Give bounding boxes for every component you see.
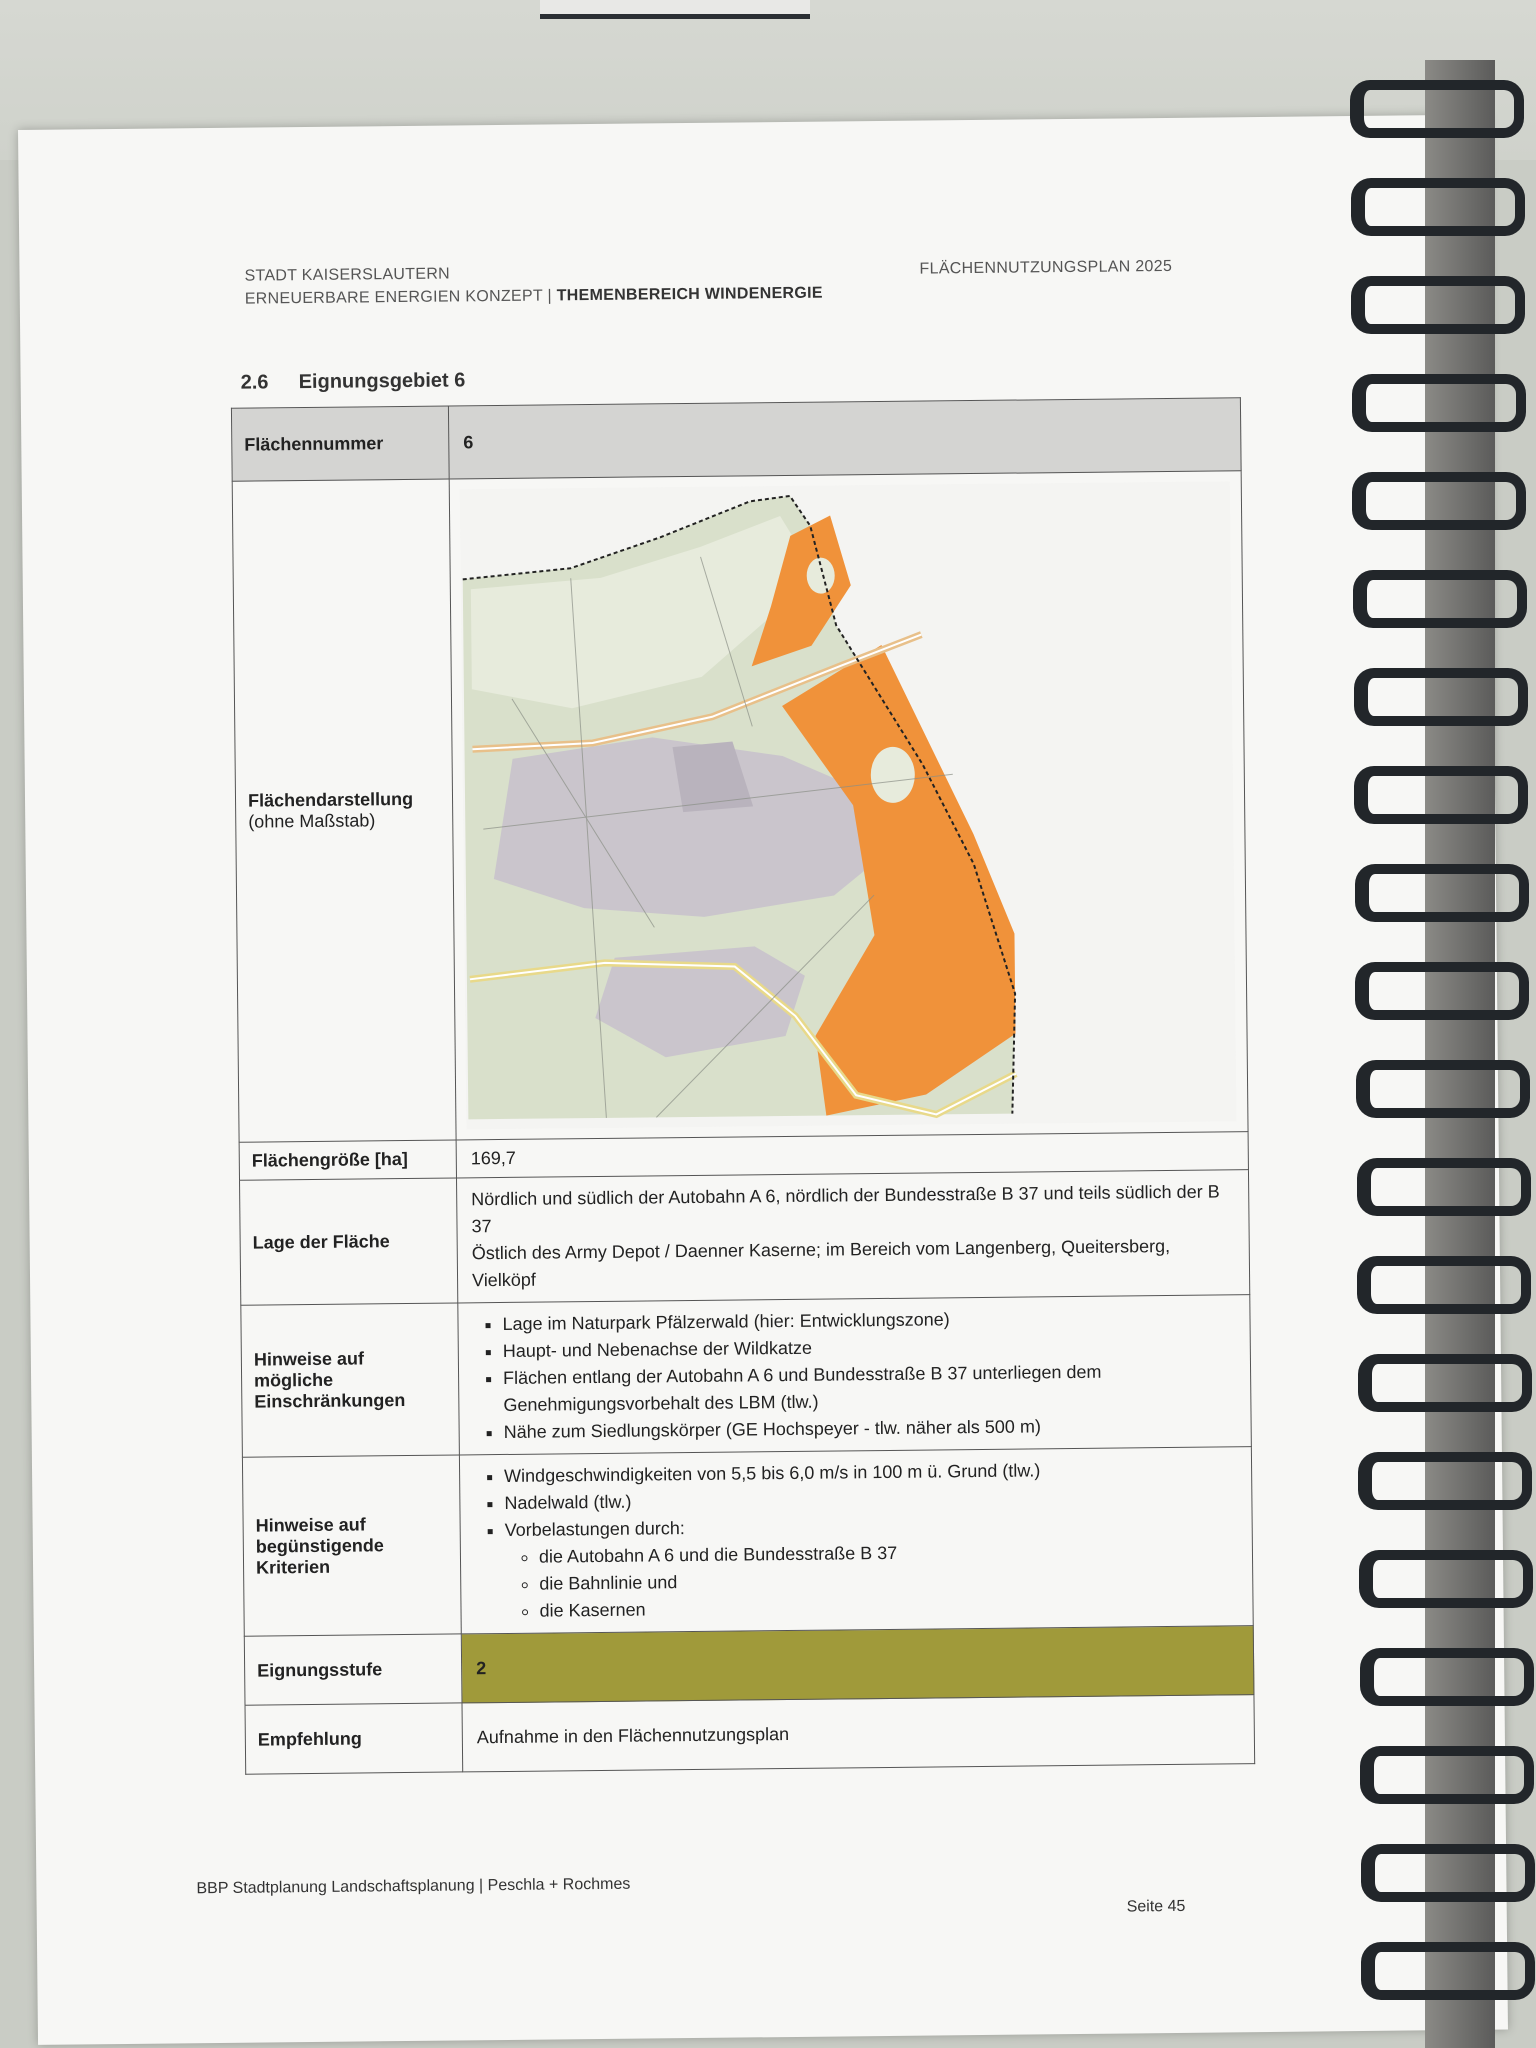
list-item: ▪ Nadelwald (tlw.)	[504, 1482, 1237, 1517]
list-item: ▪ Flächen entlang der Autobahn A 6 und Bundesstraße B 37 unterliegen dem Genehmigungsvorbehalt des LBM (tlw.)	[503, 1357, 1237, 1419]
label-darstellung	[232, 479, 456, 1142]
row-darstellung	[232, 471, 1248, 1143]
binding-ring	[1353, 570, 1527, 628]
header-plan: FLÄCHENNUTZUNGSPLAN 2025	[919, 257, 1173, 278]
binding-ring	[1354, 668, 1528, 726]
list-item: ▪ Lage im Naturpark Pfälzerwald (hier: Entwicklungszone)	[502, 1303, 1235, 1338]
value-groesse: 169,7	[456, 1132, 1248, 1178]
binding-ring	[1357, 1256, 1531, 1314]
binding-ring	[1350, 80, 1524, 138]
other-document-corner	[540, 0, 810, 19]
binding-ring	[1360, 1746, 1534, 1804]
label-flaechennummer: Flächennummer	[231, 406, 449, 481]
header-concept	[245, 285, 823, 309]
list-item: ▪ Haupt- und Nebenachse der Wildkatze	[503, 1330, 1236, 1365]
list-item: ▪ Vorbelastungen durch:	[505, 1509, 1238, 1544]
binding-ring	[1351, 276, 1525, 334]
binding-ring	[1360, 1648, 1534, 1706]
label-lage: Lage der Fläche	[240, 1178, 458, 1305]
binding-ring	[1351, 178, 1525, 236]
binding-ring	[1358, 1354, 1532, 1412]
value-beguenstigend	[459, 1447, 1253, 1634]
section-number: 2.6	[240, 371, 269, 394]
section-title: Eignungsgebiet 6	[298, 369, 466, 394]
label-beguenstigend: Hinweise auf begünstigende Kriterien	[242, 1455, 461, 1636]
binding-ring	[1352, 472, 1526, 530]
map-cell	[449, 471, 1248, 1140]
binding-ring	[1361, 1844, 1535, 1902]
list-item: ▪ Windgeschwindigkeiten von 5,5 bis 6,0 m/s in 100 m ü. Grund (tlw.)	[504, 1455, 1237, 1490]
list-item: ◦ die Bahnlinie und	[539, 1563, 1238, 1597]
document-page	[18, 115, 1508, 2045]
footer-left: BBP Stadtplanung Landschaftsplanung | Peschla + Rochmes	[196, 1875, 631, 1898]
list-item: ◦ die Autobahn A 6 und die Bundesstraße B 37	[539, 1536, 1238, 1570]
row-lage	[240, 1170, 1250, 1306]
row-einschraenkungen	[241, 1295, 1252, 1458]
site-table	[231, 397, 1255, 1775]
label-darstellung-sub: (ohne Maßstab)	[248, 810, 376, 832]
binding-ring	[1355, 864, 1529, 922]
beguenstigend-list	[474, 1455, 1238, 1544]
header-city: STADT KAISERSLAUTERN	[244, 265, 451, 285]
label-einschraenkungen: Hinweise auf mögliche Einschränkungen	[241, 1303, 460, 1457]
binding-ring	[1358, 1452, 1532, 1510]
row-beguenstigend	[242, 1447, 1253, 1637]
footer-page-number: Seite 45	[1126, 1897, 1186, 1916]
value-lage	[456, 1170, 1249, 1303]
row-empfehlung	[245, 1695, 1255, 1775]
label-groesse: Flächengröße [ha]	[239, 1140, 456, 1180]
value-eignungsstufe: 2	[461, 1626, 1254, 1703]
binding-ring	[1354, 766, 1528, 824]
binding-ring	[1352, 374, 1526, 432]
binding-ring	[1355, 962, 1529, 1020]
list-item: ◦ die Kasernen	[539, 1590, 1238, 1624]
header-concept-text: ERNEUERBARE ENERGIEN KONZEPT |	[244, 287, 552, 308]
einschraenkungen-list	[472, 1303, 1236, 1446]
site-map	[450, 471, 1247, 1139]
binding-ring	[1357, 1158, 1531, 1216]
row-eignungsstufe	[244, 1626, 1254, 1706]
lage-line: Nördlich und südlich der Autobahn A 6, nördlich der Bundesstraße B 37 und teils südlich der B 37	[471, 1181, 1220, 1237]
value-flaechennummer: 6	[448, 398, 1241, 479]
value-einschraenkungen	[458, 1295, 1252, 1455]
row-flaechennummer	[231, 398, 1241, 482]
lage-line: Östlich des Army Depot / Daenner Kaserne; im Bereich vom Langenberg, Queitersberg, Vielköpf	[471, 1235, 1171, 1291]
label-darstellung-title: Flächendarstellung	[247, 788, 414, 811]
label-eignungsstufe: Eignungsstufe	[244, 1634, 462, 1705]
list-item: ▪ Nähe zum Siedlungskörper (GE Hochspeyer - tlw. näher als 500 m)	[504, 1411, 1237, 1446]
header-theme: THEMENBEREICH WINDENERGIE	[556, 284, 823, 305]
value-empfehlung: Aufnahme in den Flächennutzungsplan	[462, 1695, 1255, 1772]
binding-ring	[1359, 1550, 1533, 1608]
label-empfehlung: Empfehlung	[245, 1703, 463, 1774]
binding-ring	[1361, 1942, 1535, 2000]
binding-ring	[1356, 1060, 1530, 1118]
vorbelastungen-list	[475, 1536, 1239, 1625]
